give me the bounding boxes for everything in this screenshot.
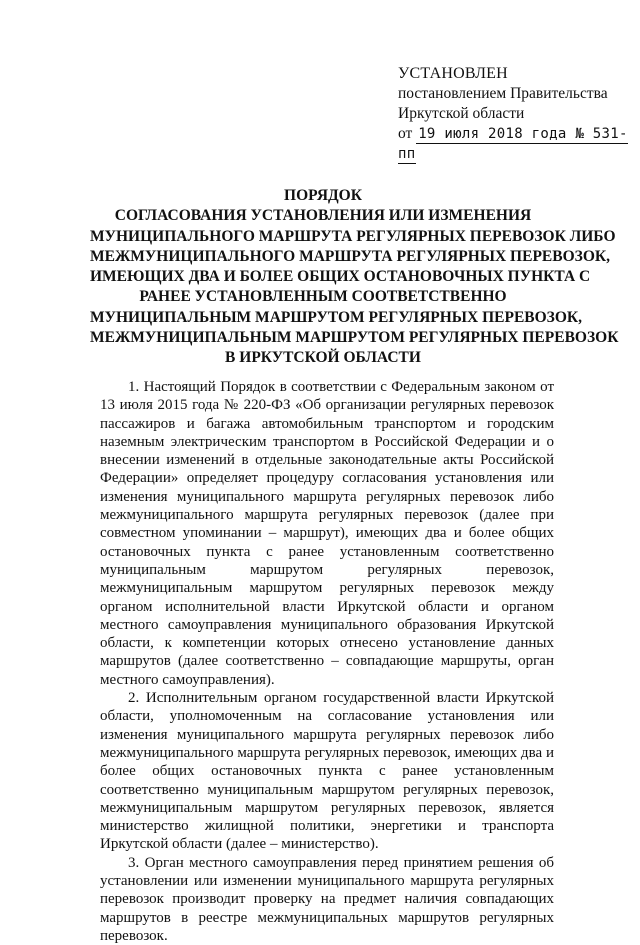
- approval-line-2: Иркутской области: [398, 105, 525, 122]
- title-line: МЕЖМУНИЦИПАЛЬНОГО МАРШРУТА РЕГУЛЯРНЫХ ПЕРЕВОЗОК,: [90, 247, 610, 265]
- approval-date-prefix: от: [398, 125, 417, 142]
- title-line: МЕЖМУНИЦИПАЛЬНЫМ МАРШРУТОМ РЕГУЛЯРНЫХ ПЕРЕВОЗОК: [90, 329, 619, 347]
- paragraph-3: 3. Орган местного самоуправления перед принятием решения об установлении или изменении муниципального маршрута регулярных перевозок производит проверку на предмет наличия совпадающих маршрутов в реестре межмуниципальных маршрутов регулярных перевозок.: [100, 854, 554, 944]
- approval-date-handwritten: 19 июля 2018 года № 531-пп: [398, 126, 628, 162]
- title-line: РАНЕЕ УСТАНОВЛЕННЫМ СООТВЕТСТВЕННО: [139, 288, 507, 306]
- title-line: ПОРЯДОК: [284, 187, 362, 204]
- document-title: [90, 186, 619, 369]
- document-body: [100, 378, 554, 945]
- title-line: В ИРКУТСКОЙ ОБЛАСТИ: [225, 349, 421, 367]
- title-line: ИМЕЮЩИХ ДВА И БОЛЕЕ ОБЩИХ ОСТАНОВОЧНЫХ ПУНКТА С: [90, 268, 591, 286]
- approval-label: УСТАНОВЛЕН: [398, 65, 508, 82]
- title-line: СОГЛАСОВАНИЯ УСТАНОВЛЕНИЯ ИЛИ ИЗМЕНЕНИЯ: [114, 207, 532, 225]
- paragraph-1: 1. Настоящий Порядок в соответствии с Федеральным законом от 13 июля 2015 года № 220-ФЗ «Об организации регулярных перевозок пассажиров и багажа автомобильным транспортом и городским наземным электрическим транспортом в Российской Федерации и о внесении изменений в отдельные законодательные акты Российской Федерации» определяет процедуру согласования установления или изменения муниципального маршрута регулярных перевозок либо межмуниципального маршрута регулярных перевозок (далее при совместном упоминании – маршрут), имеющих два и более общих остановочных пункта с ранее установленным соответственно муниципальным маршрутом регулярных перевозок, межмуниципальным маршрутом регулярных перевозок между органом исполнительной власти Иркутской области и органом местного самоуправления муниципального образования Иркутской области, к компетенции которых отнесено установление данных маршрутов (далее соответственно – совпадающие маршруты, орган местного самоуправления).: [100, 379, 554, 688]
- title-line: МУНИЦИПАЛЬНЫМ МАРШРУТОМ РЕГУЛЯРНЫХ ПЕРЕВОЗОК,: [90, 308, 583, 326]
- approval-line-1: постановлением Правительства: [398, 85, 608, 102]
- paragraph-2: 2. Исполнительным органом государственной власти Иркутской области, уполномоченным на согласование установления или изменения муниципального маршрута регулярных перевозок либо межмуниципального маршрута регулярных перевозок, имеющих два и более общих остановочных пункта с ранее установленным соответственно муниципальным маршрутом регулярных перевозок, межмуниципальным маршрутом регулярных перевозок, является министерство жилищной политики, энергетики и транспорта Иркутской области (далее – министерство).: [100, 690, 554, 853]
- title-line: МУНИЦИПАЛЬНОГО МАРШРУТА РЕГУЛЯРНЫХ ПЕРЕВОЗОК ЛИБО: [90, 227, 616, 245]
- approval-date-line: [398, 124, 640, 164]
- approval-stamp: [398, 64, 640, 164]
